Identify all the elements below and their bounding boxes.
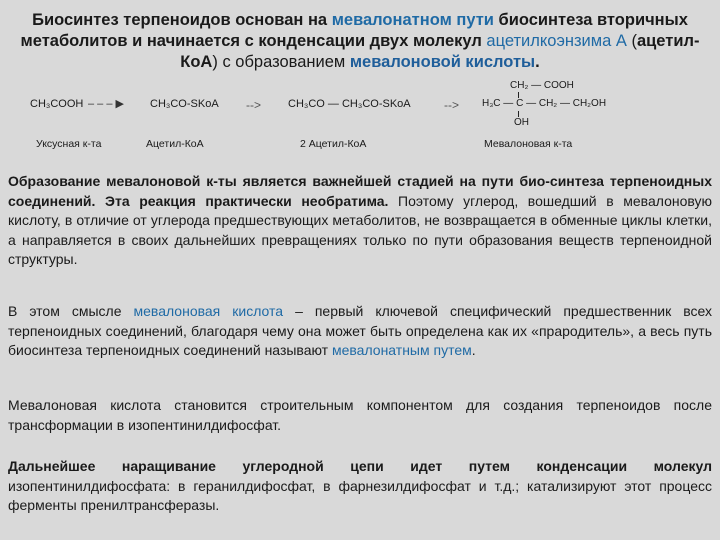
reaction-arrow-dashed: – – – ▶ xyxy=(88,98,124,110)
title-text: биосинтеза вторичных метаболитов и начинается с конденсации двух молекул xyxy=(20,11,688,50)
paragraph-3: Мевалоновая кислота становится строительным компонентом для создания терпеноидов после трансформации в изопентинилдифосфат. xyxy=(8,397,712,433)
bond-line xyxy=(518,92,519,98)
paragraph-2-text: В этом смысле xyxy=(8,303,134,319)
formula-2-acetyl-coa: CH₃CO — CH₃CO-SKoA xyxy=(288,98,411,110)
formula-acetyl-coa: CH₃CO-SKoA xyxy=(150,98,219,110)
caption-acetic-acid: Уксусная к-та xyxy=(36,138,102,150)
reaction-arrow-2: --> xyxy=(444,98,459,112)
formula-acetic-acid: CH₃COOH xyxy=(30,98,84,110)
paragraph-1-text: Поэтому углерод, вошедший в мевалоновую кислоту, в отличие от углерода предшествующих метаболитов, не возвращается в обменные циклы клетки, а направляется в своих дальнейших превращениях только по пути образования веществ терпеноидной структуры. xyxy=(8,192,712,267)
reaction-arrow-1: --> xyxy=(246,98,261,112)
caption-acetyl-coa: Ацетил-КоА xyxy=(146,138,204,150)
paragraph-4 xyxy=(8,457,712,516)
slide-title xyxy=(14,10,706,73)
caption-mevalonic-acid: Мевалоновая к-та xyxy=(484,138,573,150)
paragraph-4-text: изопентинилдифосфата: в геранилдифосфат, в фарнезилдифосфат и т.д.; катализируют этот процесс ферменты пренилтрансферазы. xyxy=(8,477,712,513)
title-term-acetyl-coa: ацетил-КоА xyxy=(180,32,700,71)
paragraph-1-bold: Образование мевалоновой к-ты является важнейшей стадией на пути био-синтеза терпеноидных соединений. Эта реакция практически необратима. xyxy=(8,173,712,209)
formula-mevalonic-top: CH₂ — COOH xyxy=(510,80,574,91)
title-text: ) с образованием xyxy=(212,53,350,71)
formula-mevalonic-main: H₃C — C — CH₂ — CH₂OH xyxy=(482,98,607,109)
paragraph-4-bold: Дальнейшее наращивание углеродной цепи идет путем конденсации молекул xyxy=(8,458,712,474)
title-term-acetyl-coenzyme: ацетилкоэнзима А xyxy=(486,32,627,50)
term-mevalonic-acid: мевалоновая кислота xyxy=(133,303,284,319)
caption-2-acetyl-coa: 2 Ацетил-КоА xyxy=(300,138,367,150)
title-text: Биосинтез терпеноидов основан на xyxy=(32,11,332,29)
paragraph-2-text: – первый ключевой специфический предшественник всех терпеноидных соединений, благодаря чему она может быть определена как их «прародитель», а весь путь биосинтеза терпеноидных соединений называют xyxy=(8,303,713,358)
formula-mevalonic-oh: OH xyxy=(514,117,529,128)
paragraph-2 xyxy=(8,302,712,361)
paragraph-2-text: . xyxy=(471,342,476,358)
title-text: ( xyxy=(626,32,637,50)
title-text: . xyxy=(535,53,540,71)
term-mevalonate-path: мевалонатным путем xyxy=(331,342,472,358)
paragraph-1 xyxy=(8,172,712,270)
title-term-mevalonic-acid: мевалоновой кислоты xyxy=(349,53,536,71)
title-term-mevalonate-path: мевалонатном пути xyxy=(331,11,494,29)
bond-line xyxy=(518,111,519,117)
